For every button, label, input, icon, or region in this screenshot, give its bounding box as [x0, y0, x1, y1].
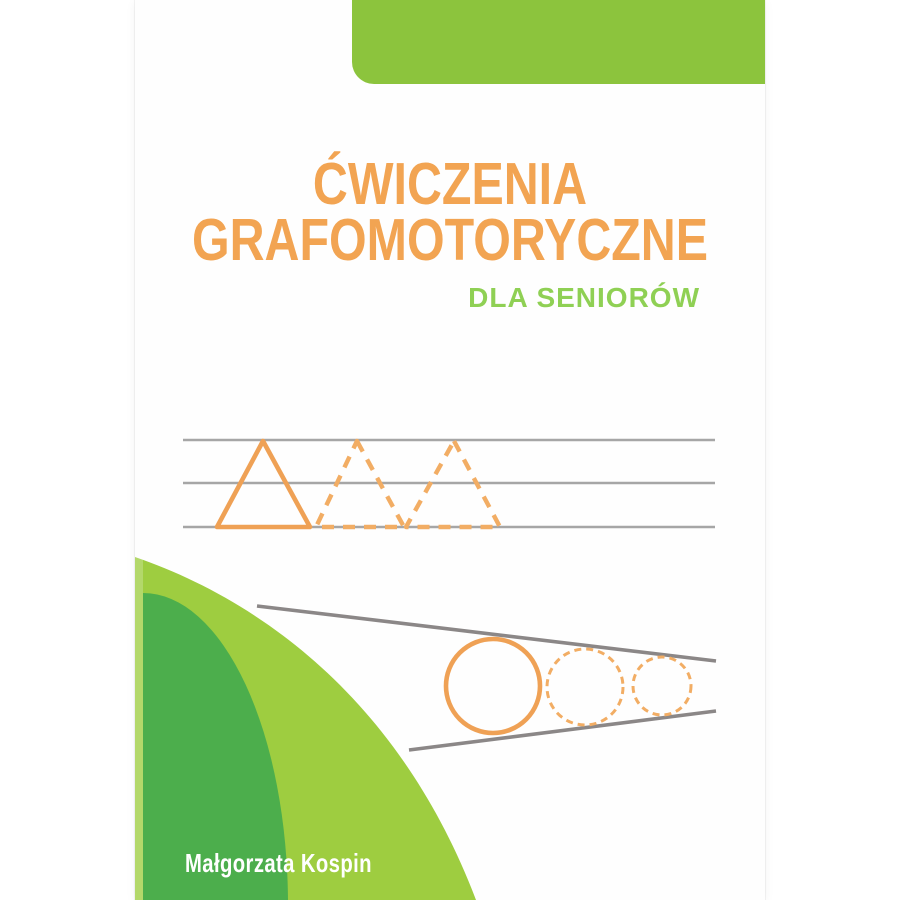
book-title — [191, 151, 709, 273]
book-title-line2: GRAFOMOTORYCZNE — [191, 207, 709, 273]
book-title-line1: ĆWICZENIA — [312, 151, 588, 217]
author-name: Małgorzata Kospin — [185, 848, 372, 878]
cover-text-layer — [135, 0, 765, 900]
book-subtitle: DLA SENIORÓW — [468, 282, 700, 313]
